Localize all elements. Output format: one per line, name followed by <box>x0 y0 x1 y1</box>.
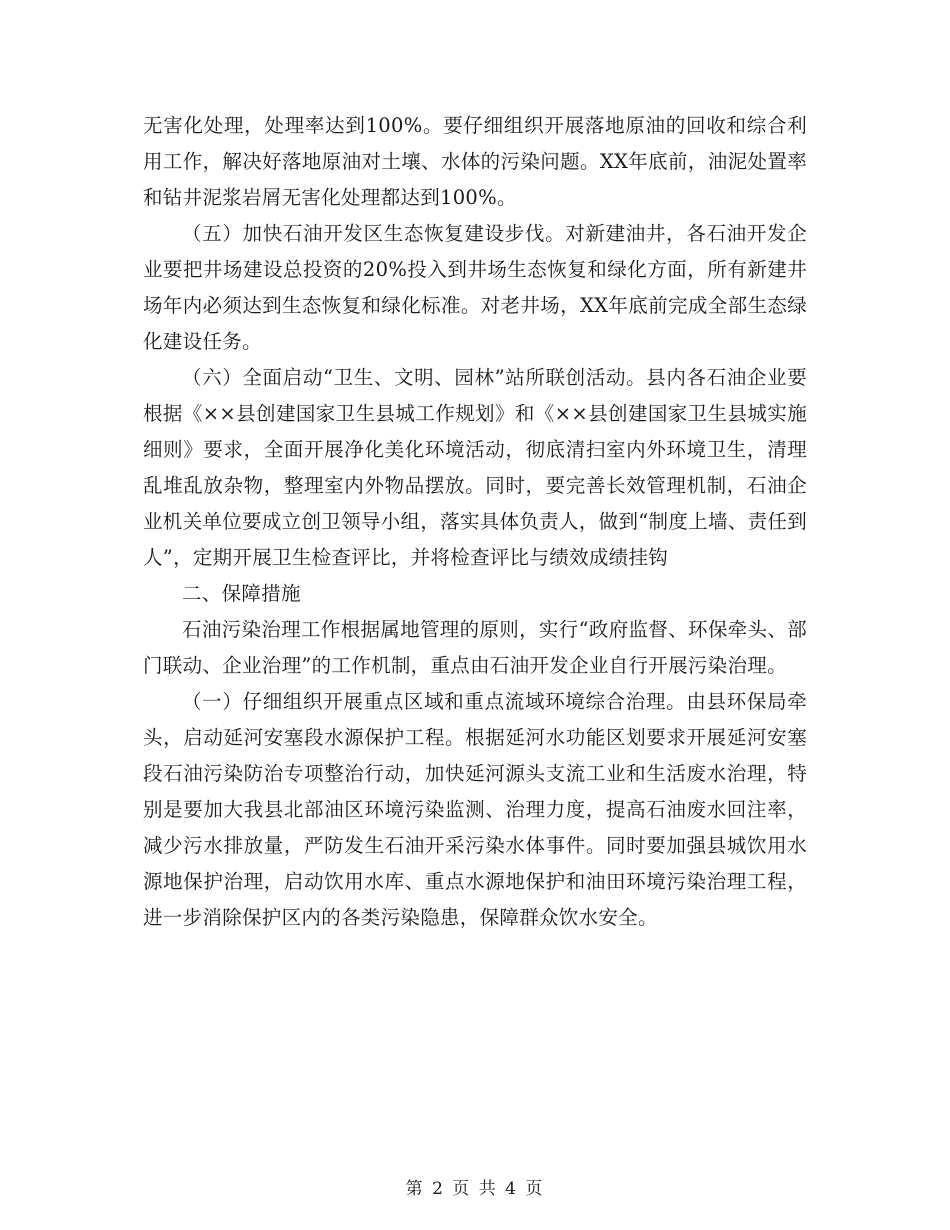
paragraph-item-6: （六）全面启动“卫生、文明、园林”站所联创活动。县内各石油企业要根据《××县创建国家卫生县城工作规划》和《××县创建国家卫生县城实施细则》要求，全面开展净化美化环境活动，彻底清扫室内外环境卫生，清理乱堆乱放杂物，整理室内外物品摆放。同时，要完善长效管理机制，石油企业机关单位要成立创卫领导小组，落实具体负责人，做到“制度上墙、责任到人”，定期开展卫生检查评比，并将检查评比与绩效成绩挂钩 <box>143 366 807 569</box>
paragraph-continuation: 无害化处理，处理率达到100%。要仔细组织开展落地原油的回收和综合利用工作，解决好落地原油对土壤、水体的污染问题。XX年底前，油泥处置率和钻井泥浆岩屑无害化处理都达到100%。 <box>143 114 807 209</box>
paragraph-item-1: （一）仔细组织开展重点区域和重点流域环境综合治理。由县环保局牵头，启动延河安塞段水源保护工程。根据延河水功能区划要求开展延河安塞段石油污染防治专项整治行动，加快延河源头支流工业和生活废水治理，特别是要加大我县北部油区环境污染监测、治理力度，提高石油废水回注率，减少污水排放量，严防发生石油开采污染水体事件。同时要加强县城饮用水源地保护治理，启动饮用水库、重点水源地保护和油田环境污染治理工程，进一步消除保护区内的各类污染隐患，保障群众饮水安全。 <box>143 690 807 929</box>
paragraph-intro: 石油污染治理工作根据属地管理的原则，实行“政府监督、环保牵头、部门联动、企业治理”的工作机制，重点由石油开发企业自行开展污染治理。 <box>143 618 807 677</box>
paragraph-item-5: （五）加快石油开发区生态恢复建设步伐。对新建油井，各石油开发企业要把井场建设总投资的20%投入到井场生态恢复和绿化方面，所有新建井场年内必须达到生态恢复和绿化标准。对老井场，XX年底前完成全部生态绿化建设任务。 <box>143 222 807 353</box>
document-body <box>143 108 807 936</box>
page-footer: 第 2 页 共 4 页 <box>405 1179 545 1199</box>
section-heading: 二、保障措施 <box>182 582 301 605</box>
